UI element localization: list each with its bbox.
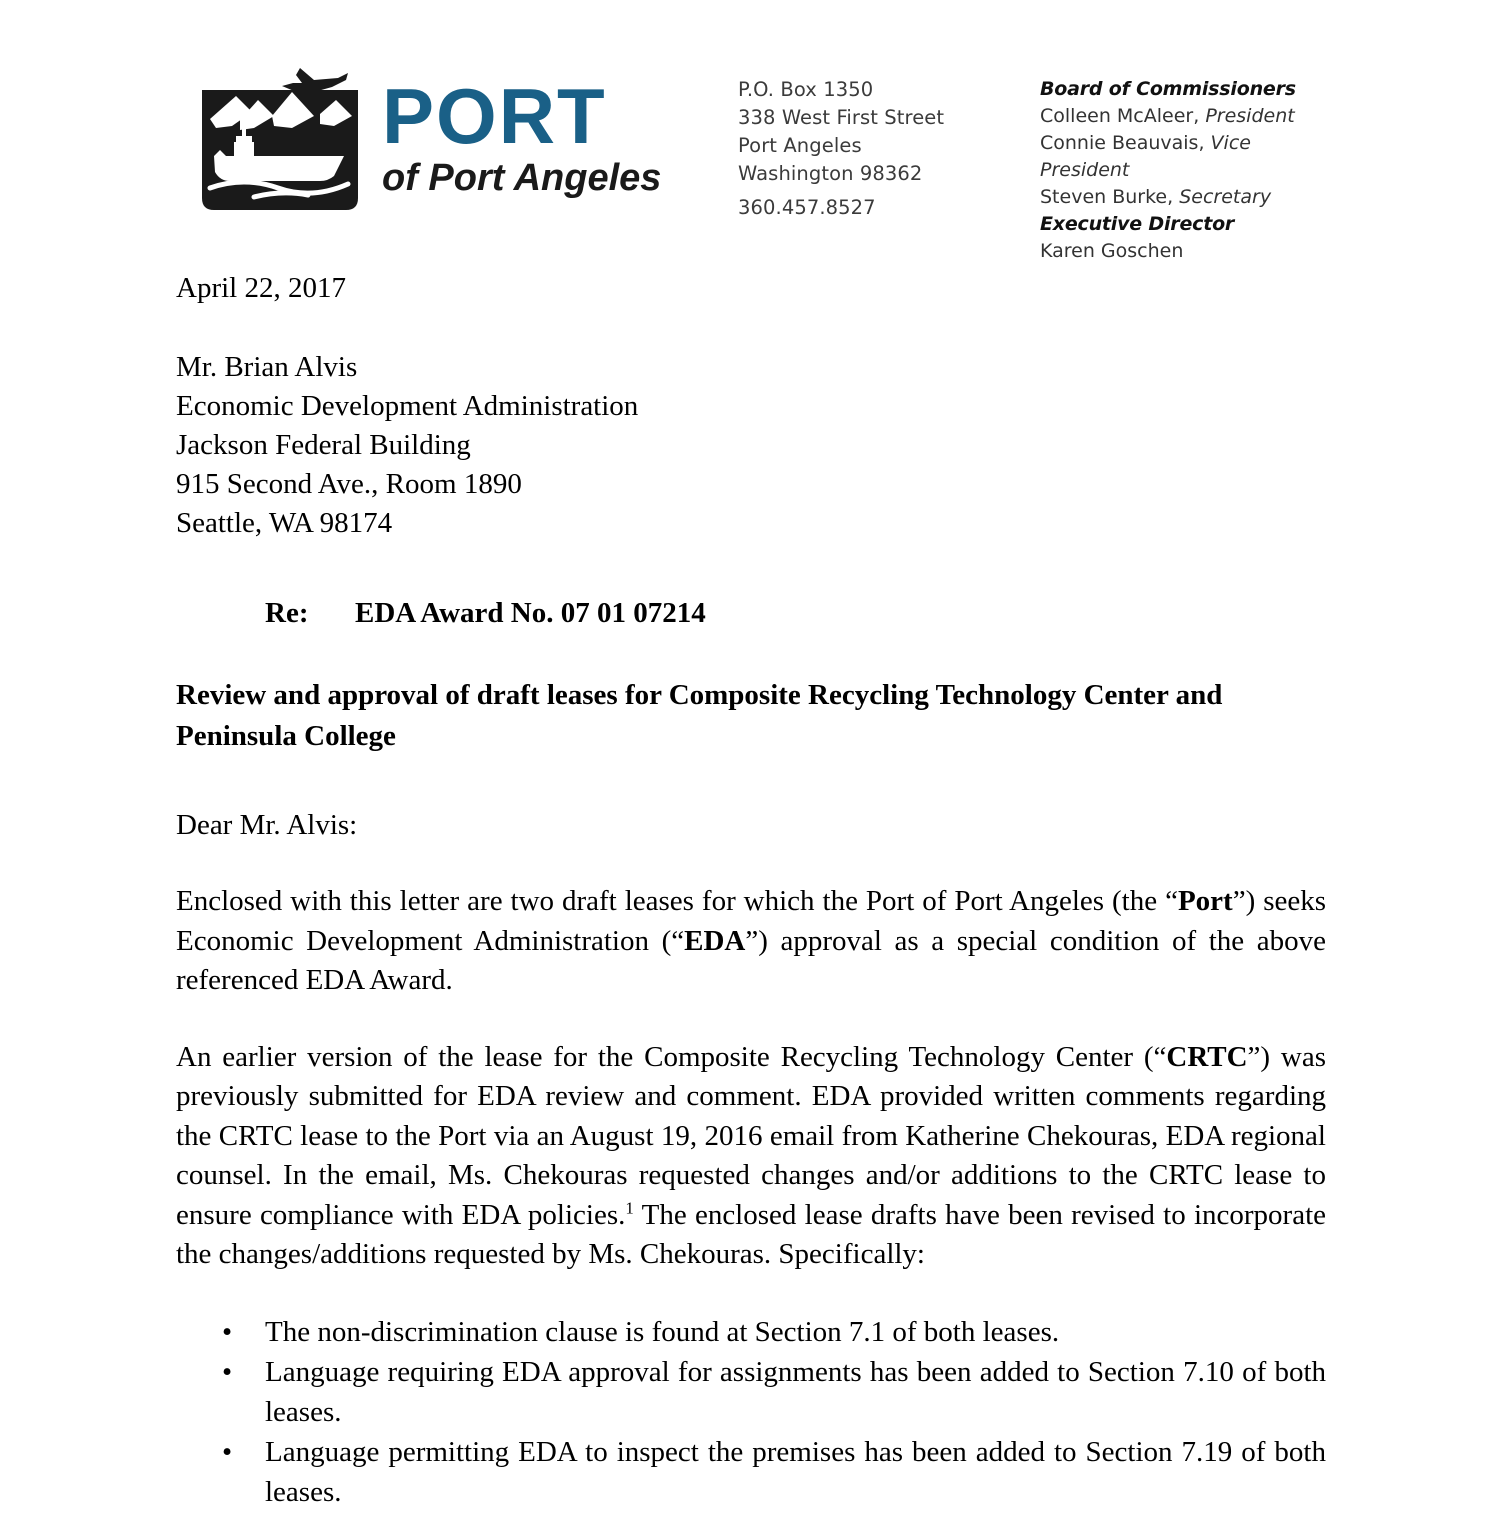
paragraph-1-bold-eda: EDA — [684, 924, 746, 957]
board-member-name: Steven Burke, — [1040, 186, 1174, 208]
list-item — [176, 1313, 1326, 1353]
paragraph-2-text-c: ”) was previously submitted for EDA review and comment. EDA provided written comments regarding the CRTC lease to the Port via an August 19, 2016 email from Katherine Chekouras, EDA regional counsel. In the email, Ms. Chekouras requested changes and/or additions to the CRTC lease to ensure compliance with EDA policies. — [176, 1040, 1326, 1231]
list-item — [176, 1353, 1326, 1432]
port-logo-wordmark — [382, 72, 672, 199]
letter-date: April 22, 2017 — [176, 272, 346, 304]
bullet-icon: • — [222, 1315, 233, 1348]
paragraph-2-text-a: An earlier version of the lease for the Composite Recycling Technology Center (“ — [176, 1040, 1167, 1073]
port-logo-mark-icon — [196, 64, 364, 216]
letter-paragraph-1 — [176, 882, 1326, 1001]
port-of-port-angeles-logo — [196, 58, 666, 223]
letter-body — [176, 268, 1326, 1513]
recipient-line-4: 915 Second Ave., Room 1890 — [176, 468, 522, 500]
footnote-marker: 1 — [625, 1197, 634, 1217]
address-line-4: Washington 98362 — [738, 162, 923, 185]
bullet-icon: • — [222, 1436, 233, 1468]
recipient-line-3: Jackson Federal Building — [176, 429, 471, 461]
list-item — [176, 1433, 1326, 1512]
board-member — [1040, 103, 1340, 130]
paragraph-1-text-c: ”) seeks Economic Development Administration (“ — [176, 885, 1327, 957]
recipient-line-5: Seattle, WA 98174 — [176, 507, 393, 539]
letterhead — [0, 0, 1500, 262]
board-member-role: President — [1205, 105, 1295, 127]
paragraph-2-bold-crtc: CRTC — [1166, 1040, 1248, 1073]
board-member-name: Connie Beauvais, — [1040, 132, 1205, 154]
address-line-3: Port Angeles — [738, 134, 862, 157]
paragraph-1-text-d: ”) approval as a special condition of the above referenced EDA Award. — [176, 924, 1326, 996]
recipient-line-1: Mr. Brian Alvis — [176, 351, 358, 383]
board-member-name: Colleen McAleer, — [1040, 105, 1200, 127]
board-member-role: Vice President — [1040, 132, 1251, 181]
board-member — [1040, 130, 1340, 184]
phone-number: 360.457.8527 — [738, 196, 876, 219]
re-line — [176, 593, 1326, 633]
re-value: EDA Award No. 07 01 07214 — [355, 597, 706, 629]
paragraph-1-bold-port: Port — [1177, 885, 1233, 917]
list-item-text: Language requiring EDA approval for assignments has been added to Section 7.10 of both leases. — [265, 1356, 1326, 1428]
paragraph-2-text-d: The enclosed lease drafts have been revised to incorporate the changes/additions requested by Ms. Chekouras. Specifically: — [176, 1198, 1326, 1270]
board-of-commissioners — [1040, 76, 1340, 265]
address-line-2: 338 West First Street — [738, 106, 945, 129]
executive-director-name: Karen Goschen — [1040, 240, 1184, 262]
board-heading: Board of Commissioners — [1040, 78, 1296, 100]
recipient-address — [176, 348, 1326, 543]
list-item-text: Language permitting EDA to inspect the premises has been added to Section 7.19 of both leases. — [265, 1436, 1326, 1508]
logo-wordmark-text: PORT — [382, 72, 607, 160]
board-member-role: Secretary — [1179, 186, 1272, 208]
bullet-icon: • — [222, 1356, 233, 1388]
board-member — [1040, 184, 1340, 211]
executive-director-heading: Executive Director — [1040, 213, 1235, 235]
logo-subtitle-text: of Port Angeles — [382, 157, 662, 199]
letter-paragraph-2 — [176, 1038, 1326, 1275]
letter-subject-heading: Review and approval of draft leases for Composite Recycling Technology Center and Peninsula College — [176, 679, 1223, 752]
re-label: Re: — [265, 597, 309, 629]
paragraph-1-text-a: Enclosed with this letter are two draft leases for which the Port of Port Angeles (the “ — [176, 885, 1178, 917]
letter-salutation: Dear Mr. Alvis: — [176, 809, 358, 841]
address-line-1: P.O. Box 1350 — [738, 78, 874, 101]
recipient-line-2: Economic Development Administration — [176, 390, 639, 422]
letterhead-address — [738, 76, 1018, 222]
changes-bullet-list — [176, 1313, 1326, 1513]
list-item-text: The non-discrimination clause is found at Section 7.1 of both leases. — [265, 1315, 1060, 1348]
